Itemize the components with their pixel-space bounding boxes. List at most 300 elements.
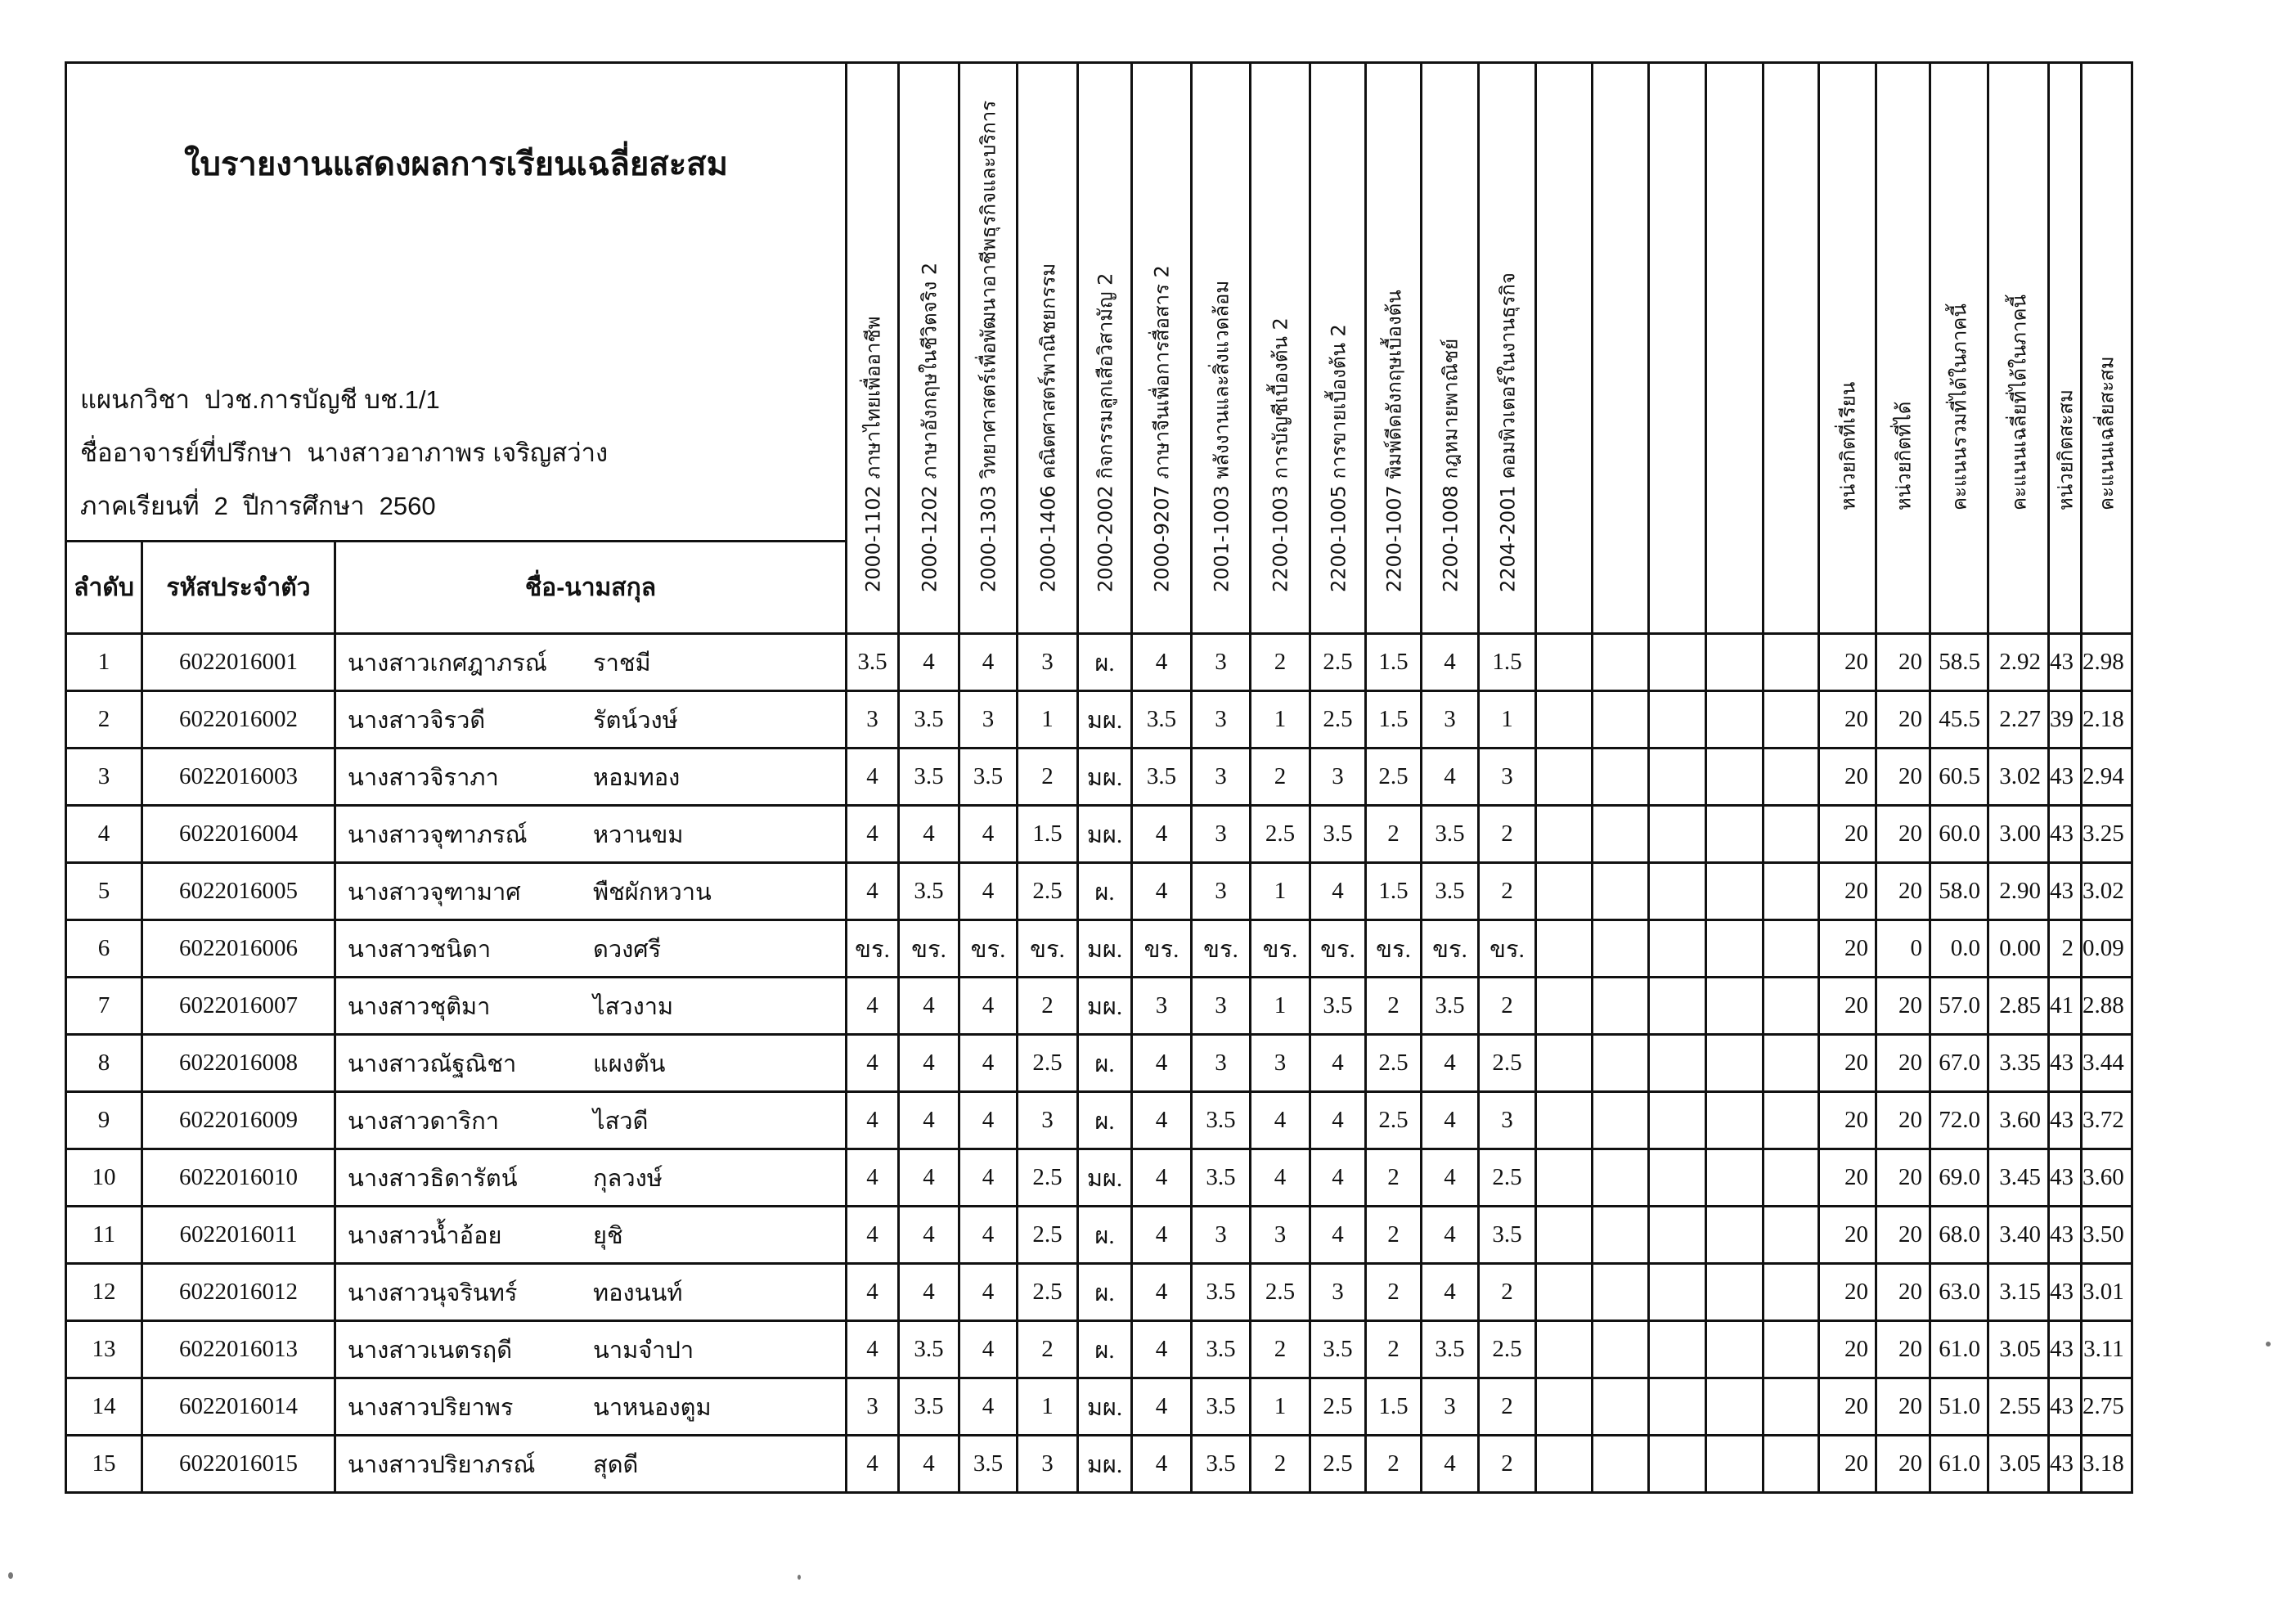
- grade-cell: 2: [1251, 1321, 1310, 1378]
- grade-cell: 3: [1192, 1035, 1251, 1092]
- grade-cell: 4: [1310, 863, 1366, 920]
- grade-cell: 2.5: [1479, 1149, 1536, 1207]
- grade-cell: 4: [899, 806, 959, 863]
- report-title: ใบรายงานแสดงผลการเรียนเฉลี่ยสะสม: [184, 146, 728, 182]
- summary-cell: 3.60: [2082, 1149, 2132, 1207]
- grade-cell: 1.5: [1366, 691, 1422, 749]
- header-order: ลำดับ: [66, 542, 142, 634]
- grade-cell: [1764, 1264, 1819, 1321]
- summary-cell: 20: [1876, 1321, 1930, 1378]
- subject-header: [1366, 63, 1422, 634]
- row-number: 15: [66, 1436, 142, 1493]
- grade-cell: 1: [1479, 691, 1536, 749]
- table-row: [66, 1092, 2132, 1149]
- header-row-top: [66, 63, 2132, 542]
- grade-report-sheet: [65, 61, 2133, 1494]
- grade-cell: [1764, 691, 1819, 749]
- grade-cell: 4: [847, 1264, 899, 1321]
- grade-cell: 3: [1310, 749, 1366, 806]
- grade-cell: 3.5: [959, 749, 1018, 806]
- header-student-id: รหัสประจำตัว: [142, 542, 335, 634]
- grade-cell: 4: [1132, 1264, 1192, 1321]
- summary-cell: 3.02: [1988, 749, 2049, 806]
- grade-cell: [1764, 1436, 1819, 1493]
- grade-cell: 3.5: [1422, 978, 1479, 1035]
- student-name: [335, 863, 847, 920]
- grade-cell: 2: [1366, 1436, 1422, 1493]
- grade-cell: 3.5: [1422, 1321, 1479, 1378]
- summary-cell: 20: [1876, 749, 1930, 806]
- grade-cell: 1: [1251, 691, 1310, 749]
- first-name: นางสาวจิรวดี: [348, 707, 486, 734]
- subject-header-label: 2000-9207 ภาษาจีนเพื่อการสื่อสาร 2: [1150, 265, 1174, 592]
- summary-cell: 43: [2049, 1378, 2082, 1436]
- grade-cell: 4: [899, 1035, 959, 1092]
- year-label: ปีการศึกษา: [242, 492, 365, 520]
- row-number: 1: [66, 634, 142, 691]
- student-id: 6022016012: [142, 1264, 335, 1321]
- grade-cell: 2.5: [1310, 634, 1366, 691]
- subject-header-label: 2200-1008 กฎหมายพาณิชย์: [1439, 338, 1462, 592]
- summary-cell: 3.45: [1988, 1149, 2049, 1207]
- grade-cell: มผ.: [1078, 806, 1132, 863]
- summary-cell: 20: [1819, 634, 1876, 691]
- grade-cell: [1593, 691, 1649, 749]
- grade-cell: 3.5: [1310, 806, 1366, 863]
- table-row: [66, 634, 2132, 691]
- row-number: 7: [66, 978, 142, 1035]
- grade-cell: [1536, 749, 1593, 806]
- grade-cell: 2.5: [1479, 1321, 1536, 1378]
- grade-cell: [1536, 1264, 1593, 1321]
- row-number: 12: [66, 1264, 142, 1321]
- grade-cell: 3: [1310, 1264, 1366, 1321]
- grade-cell: [1706, 749, 1764, 806]
- grade-cell: 2.5: [1251, 1264, 1310, 1321]
- grade-cell: มผ.: [1078, 978, 1132, 1035]
- summary-header-label: คะแนนรวมที่ได้ในภาคนี้: [1948, 303, 1971, 510]
- grade-cell: ผ.: [1078, 1035, 1132, 1092]
- grade-cell: 4: [847, 1436, 899, 1493]
- grade-cell: 3: [1192, 978, 1251, 1035]
- grade-cell: 2.5: [1366, 1035, 1422, 1092]
- grade-cell: 2: [1366, 1149, 1422, 1207]
- table-row: [66, 691, 2132, 749]
- grade-cell: [1649, 1092, 1706, 1149]
- grade-cell: 2: [1366, 806, 1422, 863]
- grade-cell: 4: [1132, 806, 1192, 863]
- grade-cell: ผ.: [1078, 1264, 1132, 1321]
- summary-cell: 51.0: [1930, 1378, 1988, 1436]
- grade-cell: 4: [959, 1149, 1018, 1207]
- student-name: [335, 1092, 847, 1149]
- student-name: [335, 1436, 847, 1493]
- semester-label: ภาคเรียนที่: [80, 492, 200, 520]
- first-name: นางสาวธิดารัตน์: [348, 1165, 518, 1192]
- summary-cell: 60.5: [1930, 749, 1988, 806]
- grade-cell: 1.5: [1366, 1378, 1422, 1436]
- grade-cell: 3: [1479, 1092, 1536, 1149]
- grade-cell: 4: [959, 863, 1018, 920]
- summary-cell: 58.5: [1930, 634, 1988, 691]
- summary-cell: 20: [1819, 1378, 1876, 1436]
- grade-cell: 4: [899, 634, 959, 691]
- grade-cell: 4: [1422, 1035, 1479, 1092]
- grade-cell: [1764, 978, 1819, 1035]
- subject-header: [1479, 63, 1536, 634]
- row-number: 2: [66, 691, 142, 749]
- grade-cell: 4: [1422, 1092, 1479, 1149]
- grade-cell: มผ.: [1078, 1149, 1132, 1207]
- last-name: ดวงศรี: [593, 936, 662, 963]
- student-name: [335, 1149, 847, 1207]
- grade-cell: 2: [1479, 1378, 1536, 1436]
- table-row: [66, 920, 2132, 978]
- student-id: 6022016013: [142, 1321, 335, 1378]
- summary-header-label: หน่วยกิตสะสม: [2054, 389, 2077, 510]
- summary-cell: 20: [1819, 920, 1876, 978]
- grade-cell: [1649, 1207, 1706, 1264]
- summary-cell: 43: [2049, 1436, 2082, 1493]
- summary-cell: 3.15: [1988, 1264, 2049, 1321]
- grade-cell: 4: [847, 806, 899, 863]
- grade-cell: [1649, 1321, 1706, 1378]
- last-name: นามจำปา: [593, 1337, 694, 1364]
- summary-cell: 20: [1876, 1436, 1930, 1493]
- subject-header: [1310, 63, 1366, 634]
- grade-cell: 3: [1192, 634, 1251, 691]
- grade-cell: ขร.: [1132, 920, 1192, 978]
- summary-header: [1876, 63, 1930, 634]
- grade-cell: [1706, 920, 1764, 978]
- last-name: ทองนนท์: [593, 1279, 683, 1306]
- grade-cell: 4: [1422, 1149, 1479, 1207]
- summary-cell: 0.09: [2082, 920, 2132, 978]
- grade-cell: [1649, 863, 1706, 920]
- student-name: [335, 1207, 847, 1264]
- grade-cell: ขร.: [1366, 920, 1422, 978]
- grade-cell: 3: [1192, 1207, 1251, 1264]
- grade-cell: 3: [1479, 749, 1536, 806]
- subject-header: [899, 63, 959, 634]
- table-row: [66, 1264, 2132, 1321]
- table-row: [66, 1378, 2132, 1436]
- grade-cell: [1536, 1149, 1593, 1207]
- grade-cell: 4: [959, 1035, 1018, 1092]
- row-number: 11: [66, 1207, 142, 1264]
- grade-cell: 4: [1251, 1149, 1310, 1207]
- grade-cell: ขร.: [959, 920, 1018, 978]
- summary-cell: 20: [1876, 1207, 1930, 1264]
- grade-cell: 4: [1132, 1207, 1192, 1264]
- grade-cell: 4: [899, 1264, 959, 1321]
- row-number: 6: [66, 920, 142, 978]
- grade-cell: [1593, 1436, 1649, 1493]
- summary-cell: 39: [2049, 691, 2082, 749]
- grade-cell: 4: [899, 1092, 959, 1149]
- grade-cell: [1536, 634, 1593, 691]
- first-name: นางสาวจุฑามาศ: [348, 879, 521, 906]
- grade-cell: 2: [1251, 634, 1310, 691]
- grade-cell: [1764, 1035, 1819, 1092]
- student-id: 6022016009: [142, 1092, 335, 1149]
- first-name: นางสาวชุติมา: [348, 993, 491, 1020]
- grade-cell: 3.5: [899, 863, 959, 920]
- grade-cell: 1: [1018, 691, 1078, 749]
- grade-cell: 3.5: [1192, 1378, 1251, 1436]
- grade-cell: 2: [1018, 749, 1078, 806]
- summary-header: [2082, 63, 2132, 634]
- year-value: 2560: [379, 492, 436, 520]
- grade-cell: 3: [1422, 691, 1479, 749]
- grade-cell: [1706, 1321, 1764, 1378]
- grade-cell: 3: [1192, 863, 1251, 920]
- summary-cell: 2.55: [1988, 1378, 2049, 1436]
- grade-cell: ขร.: [1251, 920, 1310, 978]
- subject-header: [1536, 63, 1593, 634]
- grade-cell: [1706, 1436, 1764, 1493]
- grade-cell: มผ.: [1078, 749, 1132, 806]
- grade-cell: 4: [1132, 634, 1192, 691]
- grade-cell: [1649, 1264, 1706, 1321]
- grade-cell: [1706, 1092, 1764, 1149]
- summary-cell: 3.01: [2082, 1264, 2132, 1321]
- grade-cell: ขร.: [899, 920, 959, 978]
- grade-cell: 4: [1310, 1035, 1366, 1092]
- subject-header-label: 2000-2002 กิจกรรมลูกเสือวิสามัญ 2: [1094, 272, 1117, 592]
- summary-cell: 2.98: [2082, 634, 2132, 691]
- grade-cell: [1764, 920, 1819, 978]
- grade-cell: 1.5: [1366, 634, 1422, 691]
- grade-cell: 4: [1132, 1149, 1192, 1207]
- advisor-value: นางสาวอาภาพร เจริญสว่าง: [307, 438, 609, 467]
- grade-cell: 3.5: [959, 1436, 1018, 1493]
- subject-header: [1706, 63, 1764, 634]
- first-name: นางสาวน้ำอ้อย: [348, 1222, 502, 1249]
- last-name: กุลวงษ์: [593, 1165, 663, 1192]
- row-number: 9: [66, 1092, 142, 1149]
- scan-speck: [8, 1572, 13, 1579]
- grade-cell: [1593, 1149, 1649, 1207]
- student-id: 6022016007: [142, 978, 335, 1035]
- grade-cell: [1593, 1378, 1649, 1436]
- row-number: 4: [66, 806, 142, 863]
- grade-cell: 4: [1422, 1207, 1479, 1264]
- grade-cell: 4: [959, 1321, 1018, 1378]
- grade-cell: [1649, 749, 1706, 806]
- grade-cell: 2.5: [1018, 1149, 1078, 1207]
- grade-cell: [1593, 806, 1649, 863]
- grade-cell: [1706, 863, 1764, 920]
- summary-cell: 43: [2049, 1207, 2082, 1264]
- summary-cell: 43: [2049, 1264, 2082, 1321]
- advisor-line: [80, 432, 608, 473]
- student-name: [335, 634, 847, 691]
- grade-cell: 2.5: [1018, 863, 1078, 920]
- row-number: 5: [66, 863, 142, 920]
- grade-cell: [1593, 920, 1649, 978]
- grade-cell: [1764, 1321, 1819, 1378]
- summary-cell: 3.18: [2082, 1436, 2132, 1493]
- last-name: รัตน์วงษ์: [593, 707, 678, 734]
- student-name: [335, 806, 847, 863]
- grade-cell: [1706, 1264, 1764, 1321]
- grade-cell: [1764, 1092, 1819, 1149]
- summary-cell: 63.0: [1930, 1264, 1988, 1321]
- student-id: 6022016002: [142, 691, 335, 749]
- grade-cell: 3: [1018, 634, 1078, 691]
- grade-cell: [1536, 1378, 1593, 1436]
- grade-cell: ขร.: [1018, 920, 1078, 978]
- grade-cell: 4: [899, 978, 959, 1035]
- last-name: พืชผักหวาน: [593, 879, 712, 906]
- student-name: [335, 749, 847, 806]
- grade-cell: 3: [1251, 1035, 1310, 1092]
- grade-cell: 2: [1366, 978, 1422, 1035]
- row-number: 13: [66, 1321, 142, 1378]
- grade-cell: 3.5: [1192, 1436, 1251, 1493]
- summary-header: [1988, 63, 2049, 634]
- summary-header-label: คะแนนเฉลี่ยที่ได้ในภาคนี้: [2007, 294, 2030, 510]
- grade-cell: [1536, 1321, 1593, 1378]
- grade-cell: [1593, 863, 1649, 920]
- grade-cell: 4: [847, 978, 899, 1035]
- student-name: [335, 1321, 847, 1378]
- grade-cell: 3.5: [1132, 691, 1192, 749]
- grade-cell: 4: [1422, 749, 1479, 806]
- summary-cell: 61.0: [1930, 1321, 1988, 1378]
- grade-cell: 2.5: [1310, 1436, 1366, 1493]
- grade-cell: มผ.: [1078, 1436, 1132, 1493]
- student-id: 6022016014: [142, 1378, 335, 1436]
- first-name: นางสาวชนิดา: [348, 936, 492, 963]
- last-name: นาหนองตูม: [593, 1394, 712, 1421]
- grade-cell: [1649, 1035, 1706, 1092]
- department-label: แผนกวิชา: [80, 385, 190, 414]
- summary-cell: 0.0: [1930, 920, 1988, 978]
- grade-cell: 3.5: [899, 749, 959, 806]
- subject-header: [1132, 63, 1192, 634]
- grade-cell: 1: [1251, 1378, 1310, 1436]
- grade-cell: ผ.: [1078, 1207, 1132, 1264]
- table-row: [66, 1149, 2132, 1207]
- grade-cell: 2: [1018, 1321, 1078, 1378]
- grade-cell: ขร.: [1479, 920, 1536, 978]
- grade-cell: 2: [1479, 978, 1536, 1035]
- grade-cell: 2.5: [1479, 1035, 1536, 1092]
- summary-cell: 61.0: [1930, 1436, 1988, 1493]
- grade-cell: 3: [1422, 1378, 1479, 1436]
- summary-cell: 3.02: [2082, 863, 2132, 920]
- summary-cell: 3.50: [2082, 1207, 2132, 1264]
- grade-cell: 3: [847, 1378, 899, 1436]
- grade-cell: [1593, 1092, 1649, 1149]
- grade-cell: 2.5: [1310, 691, 1366, 749]
- grade-cell: [1649, 978, 1706, 1035]
- grade-cell: [1764, 1378, 1819, 1436]
- grade-cell: 3: [1251, 1207, 1310, 1264]
- grade-cell: 2: [1251, 749, 1310, 806]
- grade-cell: [1764, 749, 1819, 806]
- grade-cell: [1706, 1035, 1764, 1092]
- row-number: 3: [66, 749, 142, 806]
- grade-cell: ผ.: [1078, 1321, 1132, 1378]
- summary-header: [2049, 63, 2082, 634]
- summary-cell: 3.25: [2082, 806, 2132, 863]
- grade-cell: 3.5: [1132, 749, 1192, 806]
- summary-cell: 0.00: [1988, 920, 2049, 978]
- grade-cell: 4: [899, 1149, 959, 1207]
- subject-header-label: 2000-1303 วิทยาศาสตร์เพื่อพัฒนาอาชีพธุรกิจและบริการ: [977, 100, 1000, 592]
- first-name: นางสาวดาริกา: [348, 1108, 500, 1135]
- table-row: [66, 1436, 2132, 1493]
- first-name: นางสาวณัฐณิชา: [348, 1050, 517, 1077]
- summary-cell: 3.11: [2082, 1321, 2132, 1378]
- summary-cell: 20: [1876, 806, 1930, 863]
- grade-cell: 4: [959, 1092, 1018, 1149]
- grade-cell: [1649, 691, 1706, 749]
- subject-header-label: 2204-2001 คอมพิวเตอร์ในงานธุรกิจ: [1496, 272, 1519, 592]
- last-name: สุดดี: [593, 1451, 639, 1478]
- summary-cell: 20: [1819, 1035, 1876, 1092]
- grade-cell: 4: [847, 863, 899, 920]
- grade-cell: [1706, 978, 1764, 1035]
- student-id: 6022016015: [142, 1436, 335, 1493]
- summary-cell: 2.27: [1988, 691, 2049, 749]
- last-name: ราชมี: [593, 650, 651, 677]
- grade-cell: 4: [1310, 1149, 1366, 1207]
- table-row: [66, 978, 2132, 1035]
- row-number: 14: [66, 1378, 142, 1436]
- summary-cell: 43: [2049, 863, 2082, 920]
- summary-cell: 20: [1819, 978, 1876, 1035]
- subject-header: [1649, 63, 1706, 634]
- grade-cell: 4: [899, 1207, 959, 1264]
- grade-cell: ขร.: [1422, 920, 1479, 978]
- summary-cell: 3.60: [1988, 1092, 2049, 1149]
- first-name: นางสาวเนตรฤดี: [348, 1337, 513, 1364]
- advisor-label: ชื่ออาจารย์ที่ปรึกษา: [80, 438, 293, 467]
- summary-cell: 43: [2049, 1149, 2082, 1207]
- summary-cell: 20: [1819, 1092, 1876, 1149]
- summary-cell: 20: [1876, 634, 1930, 691]
- grade-cell: 2.5: [1018, 1035, 1078, 1092]
- grade-cell: 4: [959, 978, 1018, 1035]
- summary-cell: 67.0: [1930, 1035, 1988, 1092]
- summary-cell: 43: [2049, 1035, 2082, 1092]
- grade-cell: 3.5: [847, 634, 899, 691]
- subject-header-label: 2200-1007 พิมพ์ดีดอังกฤษเบื้องต้น: [1382, 290, 1405, 592]
- grade-cell: [1593, 1207, 1649, 1264]
- summary-cell: 43: [2049, 1092, 2082, 1149]
- grade-cell: 4: [1132, 1436, 1192, 1493]
- grade-cell: 2.5: [1310, 1378, 1366, 1436]
- grade-cell: [1536, 806, 1593, 863]
- grade-cell: 3.5: [1422, 806, 1479, 863]
- summary-header: [1819, 63, 1876, 634]
- grade-cell: 4: [1132, 1035, 1192, 1092]
- subject-header: [1018, 63, 1078, 634]
- summary-cell: 2.85: [1988, 978, 2049, 1035]
- grade-cell: 3: [959, 691, 1018, 749]
- summary-cell: 60.0: [1930, 806, 1988, 863]
- grade-cell: [1536, 978, 1593, 1035]
- subject-header-label: 2200-1005 การขายเบื้องต้น 2: [1327, 324, 1350, 592]
- grade-cell: [1593, 1321, 1649, 1378]
- grade-cell: 2.5: [1366, 1092, 1422, 1149]
- summary-cell: 3.44: [2082, 1035, 2132, 1092]
- summary-cell: 43: [2049, 634, 2082, 691]
